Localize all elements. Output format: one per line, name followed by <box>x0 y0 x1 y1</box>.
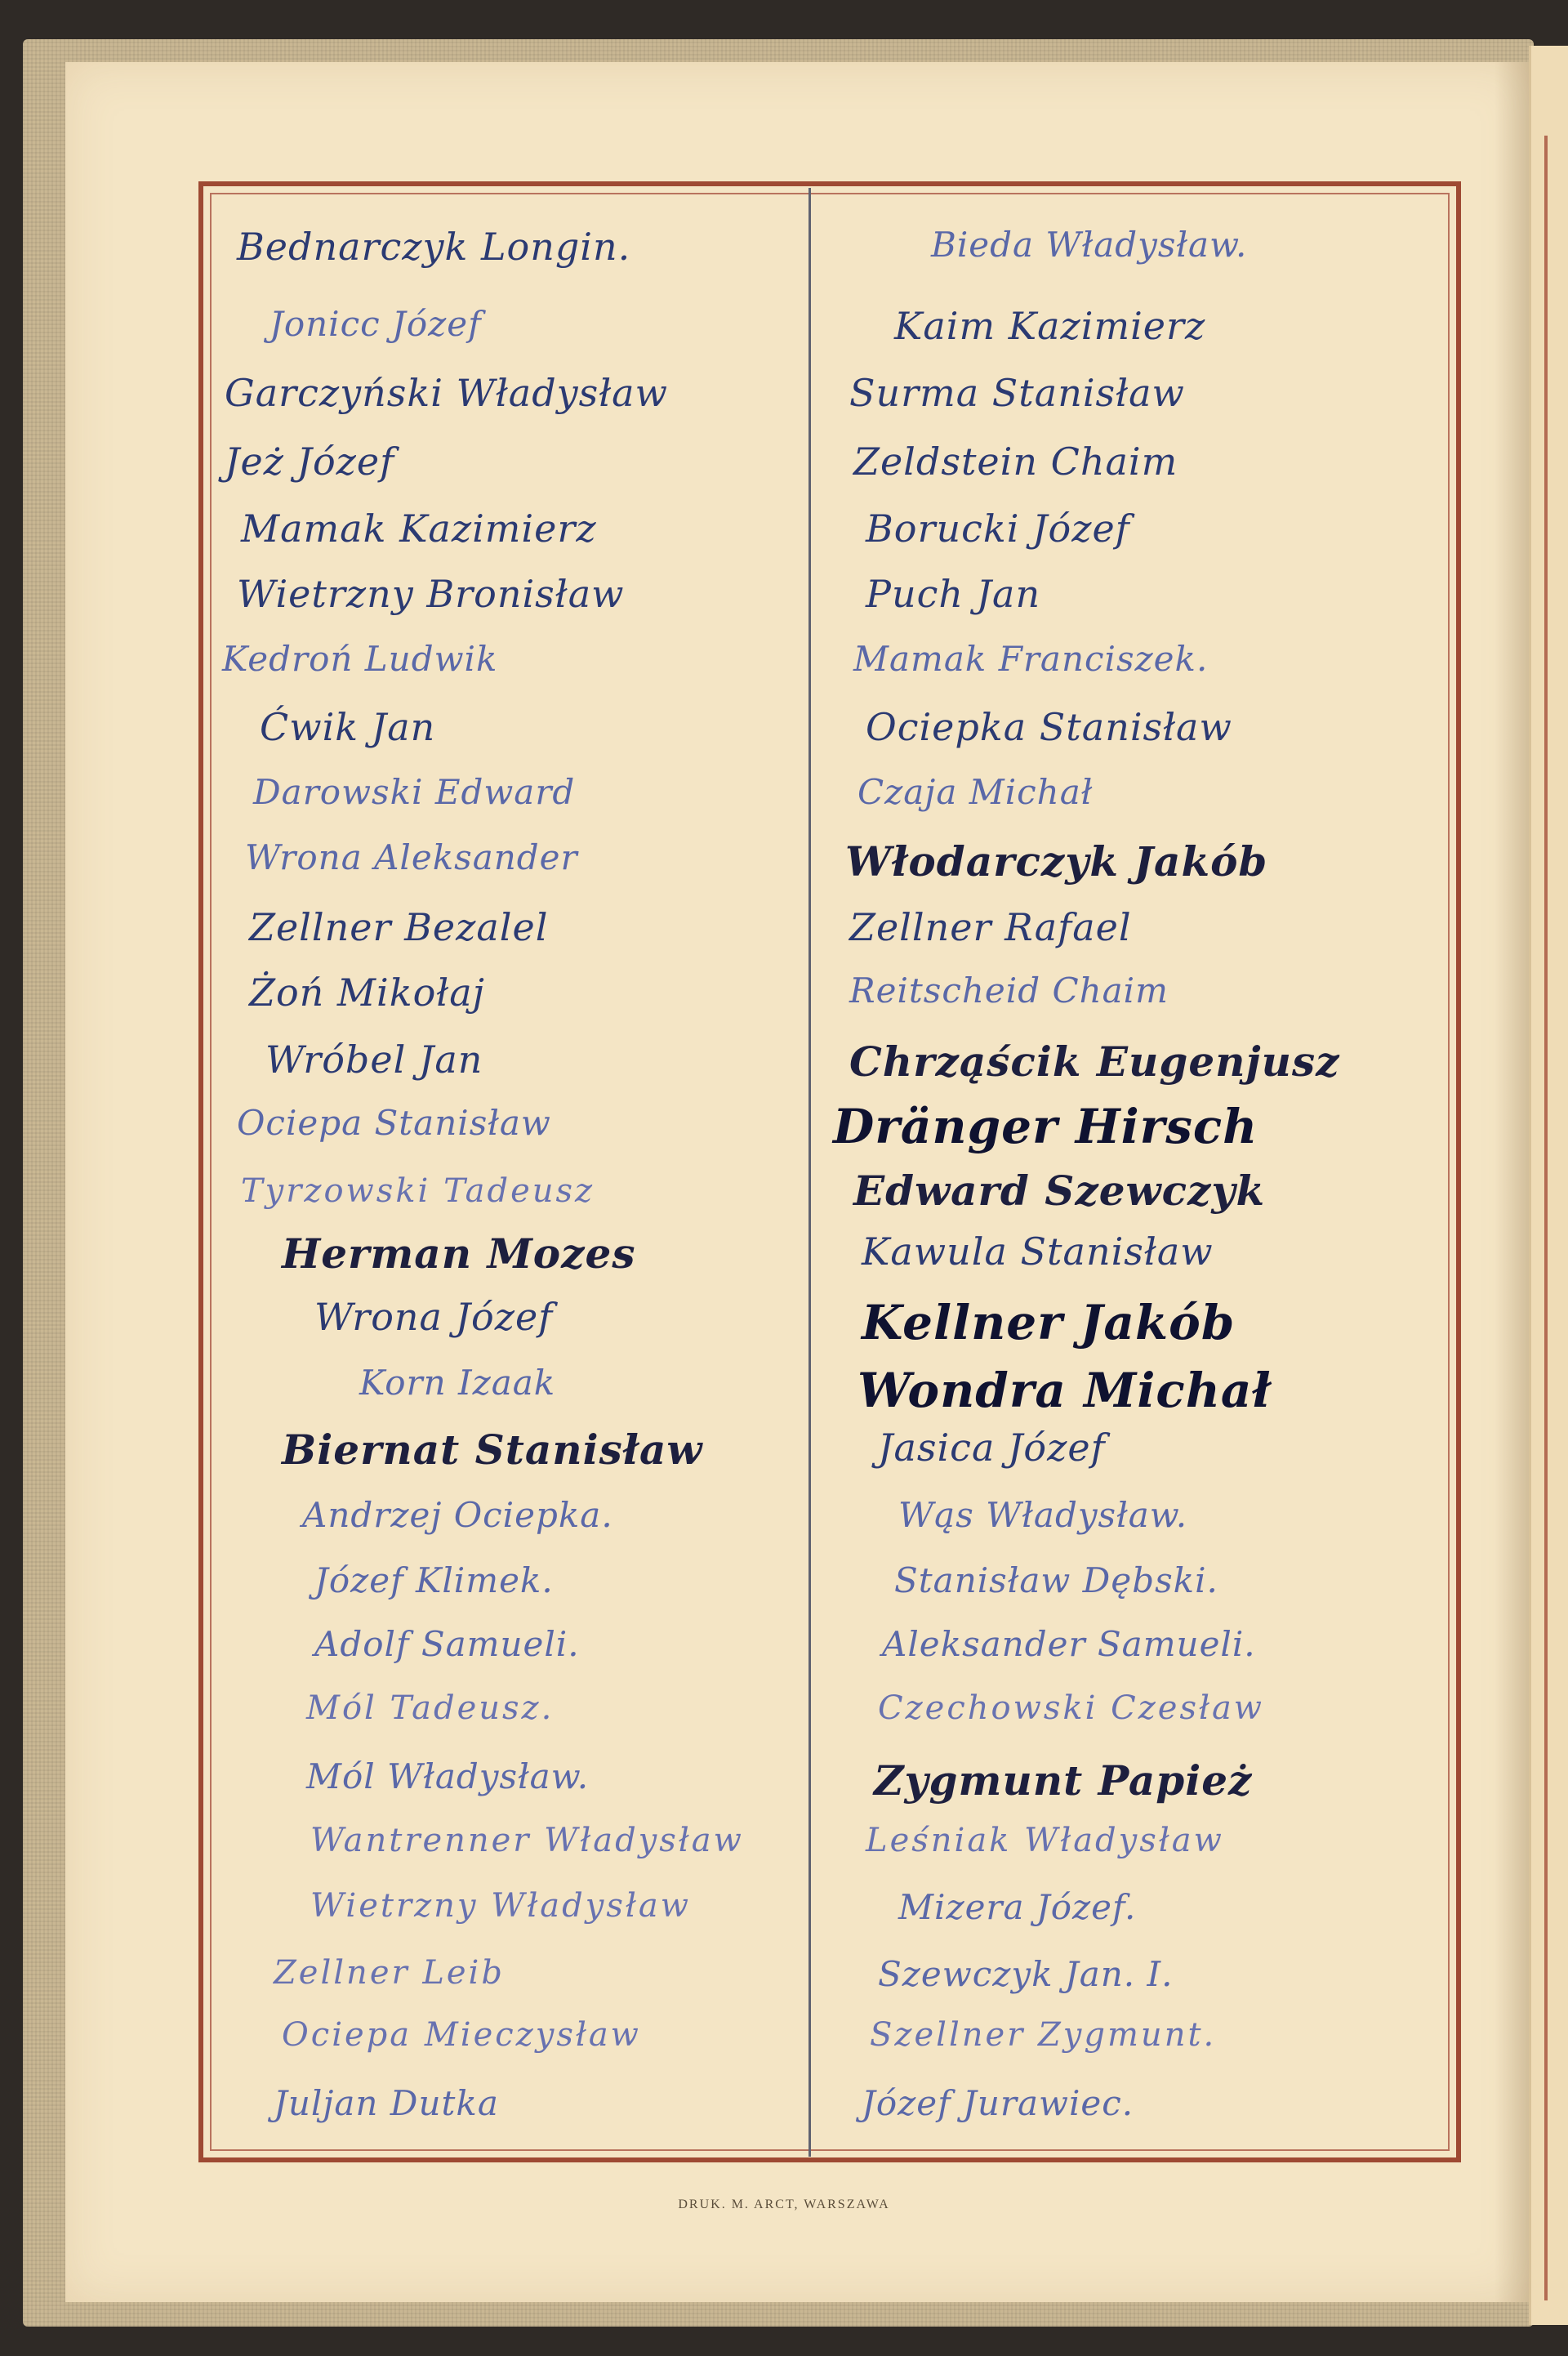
left-signature: Adolf Samueli. <box>314 1624 580 1664</box>
left-signature: Andrzej Ociepka. <box>302 1495 613 1535</box>
right-signature: Wondra Michał <box>858 1363 1272 1418</box>
left-signature: Wietrzny Władysław <box>310 1887 691 1925</box>
left-signature: Biernat Stanisław <box>282 1426 703 1474</box>
right-signature: Józef Jurawiec. <box>862 2083 1134 2123</box>
right-signature: Zeldstein Chaim <box>853 440 1178 484</box>
left-signature: Zellner Leib <box>274 1954 505 1992</box>
gutter-shadow <box>1494 62 1529 2302</box>
left-signature: Darowski Edward <box>253 772 576 812</box>
left-signature: Ociepa Stanisław <box>237 1103 551 1143</box>
right-signature: Puch Jan <box>866 572 1041 616</box>
right-signature: Jasica Józef <box>878 1426 1106 1470</box>
left-signature: Mól Władysław. <box>306 1756 590 1796</box>
right-signature: Reitscheid Chaim <box>849 971 1169 1011</box>
facing-page-edge <box>1529 46 1568 2325</box>
column-divider <box>808 188 811 2157</box>
right-signature: Edward Szewczyk <box>853 1167 1266 1215</box>
right-signature: Zygmunt Papież <box>874 1756 1253 1805</box>
right-signature: Włodarczyk Jakób <box>845 837 1268 886</box>
left-signature: Wantrenner Władysław <box>310 1822 744 1859</box>
right-signature: Surma Stanisław <box>849 371 1185 415</box>
right-signature: Mamak Franciszek. <box>853 639 1209 679</box>
left-signature: Ociepa Mieczysław <box>282 2016 641 2054</box>
left-signature: Jonicc Józef <box>270 304 482 344</box>
left-signature: Wietrzny Bronisław <box>237 572 625 616</box>
left-signature: Wrona Aleksander <box>245 837 578 877</box>
left-signature: Herman Mozes <box>282 1229 636 1278</box>
left-signature: Mamak Kazimierz <box>241 506 597 551</box>
right-signature: Czaja Michał <box>858 772 1094 812</box>
right-signature: Kellner Jakób <box>862 1295 1236 1350</box>
left-signature: Garczyński Władysław <box>225 371 668 415</box>
right-signature: Szewczyk Jan. I. <box>878 1954 1174 1994</box>
facing-page-frame-line <box>1544 136 1548 2300</box>
right-signature: Bieda Władysław. <box>931 225 1248 265</box>
left-signature: Józef Klimek. <box>314 1560 554 1600</box>
right-signature: Dränger Hirsch <box>833 1099 1258 1154</box>
right-signature: Czechowski Czesław <box>878 1689 1265 1727</box>
left-signature: Korn Izaak <box>359 1363 556 1403</box>
right-signature: Leśniak Władysław <box>866 1822 1224 1859</box>
left-signature: Jeż Józef <box>225 440 395 484</box>
printer-imprint: DRUK. M. ARCT, WARSZAWA <box>678 2198 890 2211</box>
left-signature: Ćwik Jan <box>260 705 436 749</box>
right-signature: Aleksander Samueli. <box>882 1624 1256 1664</box>
left-signature: Bednarczyk Longin. <box>237 225 631 269</box>
right-signature: Stanisław Dębski. <box>894 1560 1218 1600</box>
left-signature: Zellner Bezalel <box>249 905 549 949</box>
right-signature: Kaim Kazimierz <box>894 304 1206 348</box>
left-signature: Mól Tadeusz. <box>306 1689 555 1727</box>
left-signature: Wrona Józef <box>314 1295 554 1339</box>
right-signature: Borucki Józef <box>866 506 1130 551</box>
left-signature: Wróbel Jan <box>265 1037 483 1082</box>
left-signature: Juljan Dutka <box>274 2083 499 2123</box>
right-signature: Ociepka Stanisław <box>866 705 1232 749</box>
right-signature: Kawula Stanisław <box>862 1229 1214 1274</box>
right-signature: Mizera Józef. <box>898 1887 1137 1927</box>
left-signature: Żoń Mikołaj <box>249 971 485 1015</box>
left-signature: Kedroń Ludwik <box>222 639 498 679</box>
right-signature: Szellner Zygmunt. <box>870 2016 1217 2054</box>
left-signature: Tyrzowski Tadeusz <box>241 1172 595 1210</box>
right-signature: Wąs Władysław. <box>898 1495 1188 1535</box>
right-signature: Chrząścik Eugenjusz <box>849 1037 1340 1086</box>
right-signature: Zellner Rafael <box>849 905 1132 949</box>
